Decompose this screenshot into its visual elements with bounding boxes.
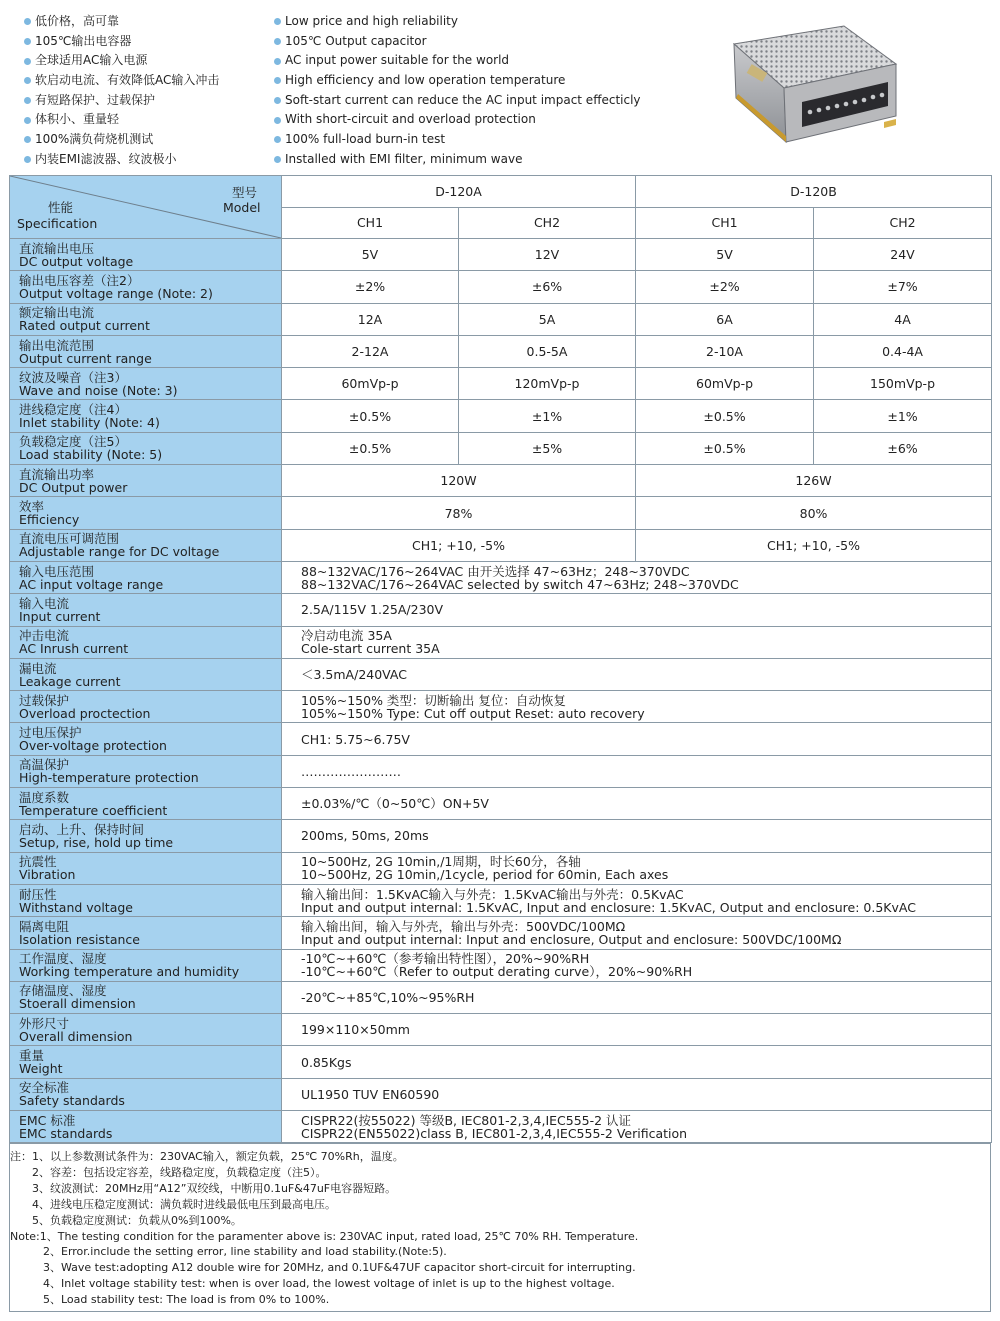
cell-line: 冷启动电流 35A bbox=[301, 628, 392, 644]
note-line: 5、Load stability test: The load is from 0% to 100%. bbox=[10, 1293, 330, 1307]
row-label bbox=[10, 723, 282, 755]
cell-line: Cole-start current 35A bbox=[301, 641, 440, 657]
row-label-cn: 效率 bbox=[19, 499, 45, 515]
table-row bbox=[10, 981, 992, 1013]
row-label-cn: 隔离电阻 bbox=[19, 918, 70, 934]
row-label-cn: 输出电流范围 bbox=[19, 337, 95, 353]
row-label bbox=[10, 1046, 282, 1078]
channel-header: CH1 bbox=[636, 207, 814, 239]
row-label bbox=[10, 1111, 282, 1143]
table-cell bbox=[282, 691, 992, 723]
features-cn-list bbox=[24, 12, 219, 170]
table-cell bbox=[282, 1111, 992, 1143]
table-cell: 150mVp-p bbox=[814, 368, 992, 400]
bullet-icon bbox=[274, 97, 281, 104]
cell-line: 0.85Kgs bbox=[301, 1054, 352, 1070]
bullet-icon bbox=[274, 38, 281, 45]
row-label bbox=[10, 239, 282, 271]
features-section bbox=[0, 0, 1000, 175]
feature-text: 软启动电流、有效降低AC输入冲击 bbox=[35, 73, 220, 88]
row-label-en: High-temperature protection bbox=[19, 770, 199, 786]
table-row bbox=[10, 788, 992, 820]
cell-line: 200ms, 50ms, 20ms bbox=[301, 828, 429, 844]
row-label bbox=[10, 981, 282, 1013]
table-cell: 12V bbox=[459, 239, 636, 271]
note-line: 注：1、以上参数测试条件为：230VAC输入，额定负载，25℃ 70%Rh，温度。 bbox=[10, 1150, 404, 1163]
table-cell: ±2% bbox=[636, 271, 814, 303]
cell-line: 105%~150% Type: Cut off output Reset: auto recovery bbox=[301, 705, 645, 721]
row-label-cn: 工作温度、湿度 bbox=[19, 951, 107, 967]
cell-line: 10~500Hz, 2G 10min,/1周期，时长60分，各轴 bbox=[301, 854, 581, 870]
row-label-cn: EMC 标准 bbox=[19, 1112, 76, 1128]
feature-text: 有短路保护、过载保护 bbox=[35, 92, 156, 107]
table-cell: 60mVp-p bbox=[636, 368, 814, 400]
feature-text: Soft-start current can reduce the AC input impact effecticly bbox=[285, 92, 641, 107]
table-cell: 6A bbox=[636, 303, 814, 335]
cell-line: Input and output internal: Input and enclosure, Output and enclosure: 500VDC/100MΩ bbox=[301, 931, 842, 947]
row-label bbox=[10, 691, 282, 723]
table-cell bbox=[282, 594, 992, 626]
row-label-cn: 外形尺寸 bbox=[19, 1015, 70, 1031]
bullet-icon bbox=[24, 58, 31, 65]
table-row bbox=[10, 432, 992, 464]
note-line: 2、Error.include the setting error, line stability and load stability.(Note:5). bbox=[10, 1245, 447, 1259]
row-label-en: AC input voltage range bbox=[19, 576, 164, 592]
table-cell: 0.4-4A bbox=[814, 335, 992, 367]
row-label bbox=[10, 400, 282, 432]
note-line: 4、Inlet voltage stability test: when is over load, the lowest voltage of inlet is up to the highest voltage. bbox=[10, 1277, 615, 1291]
table-row bbox=[10, 529, 992, 561]
feature-item bbox=[24, 91, 219, 111]
row-label bbox=[10, 465, 282, 497]
feature-item bbox=[24, 130, 219, 150]
table-cell: ±0.5% bbox=[636, 400, 814, 432]
table-cell: CH1; +10, -5% bbox=[282, 529, 636, 561]
row-label-en: AC Inrush current bbox=[19, 641, 129, 657]
cell-line: 88~132VAC/176~264VAC selected by switch 47~63Hz; 248~370VDC bbox=[301, 576, 739, 592]
row-label-cn: 高温保护 bbox=[19, 757, 70, 773]
feature-text: 内装EMI滤波器、纹波极小 bbox=[35, 151, 177, 166]
cell-line: 88~132VAC/176~264VAC 由开关选择 47~63Hz；248~370VDC bbox=[301, 563, 690, 579]
row-label-en: Input current bbox=[19, 608, 101, 624]
table-row bbox=[10, 368, 992, 400]
cell-line: 105%~150% 类型：切断输出 复位：自动恢复 bbox=[301, 692, 566, 708]
row-label bbox=[10, 917, 282, 949]
channel-header: CH2 bbox=[814, 207, 992, 239]
row-label-en: Leakage current bbox=[19, 673, 121, 689]
row-label-cn: 存储温度、湿度 bbox=[19, 983, 107, 999]
table-row bbox=[10, 400, 992, 432]
row-label bbox=[10, 368, 282, 400]
table-cell: 78% bbox=[282, 497, 636, 529]
table-row bbox=[10, 691, 992, 723]
table-cell bbox=[282, 884, 992, 916]
table-cell bbox=[282, 723, 992, 755]
table-row bbox=[10, 949, 992, 981]
cell-line: CH1: 5.75~6.75V bbox=[301, 731, 410, 747]
row-label-en: EMC standards bbox=[19, 1125, 113, 1141]
table-row bbox=[10, 755, 992, 787]
row-label-en: Isolation resistance bbox=[19, 931, 140, 947]
row-label-en: Stoerall dimension bbox=[19, 996, 136, 1012]
table-cell: 5V bbox=[282, 239, 459, 271]
row-label-en: DC output voltage bbox=[19, 253, 134, 269]
table-cell: 2-10A bbox=[636, 335, 814, 367]
model-cn-label: 型号 bbox=[232, 185, 258, 200]
cell-line: UL1950 TUV EN60590 bbox=[301, 1086, 440, 1102]
row-label bbox=[10, 1014, 282, 1046]
table-row bbox=[10, 1046, 992, 1078]
bullet-icon bbox=[274, 77, 281, 84]
feature-item bbox=[274, 71, 641, 91]
row-label-cn: 重量 bbox=[19, 1048, 45, 1064]
row-label bbox=[10, 755, 282, 787]
table-cell bbox=[282, 820, 992, 852]
cell-line: Input and output internal: 1.5KvAC, Input and enclosure: 1.5KvAC, Output and enclosure: 0.5KvAC bbox=[301, 899, 916, 915]
bullet-icon bbox=[24, 18, 31, 25]
table-cell: 120W bbox=[282, 465, 636, 497]
row-label-cn: 直流电压可调范围 bbox=[19, 531, 120, 547]
feature-text: 体积小、重量轻 bbox=[35, 112, 120, 127]
table-row bbox=[10, 335, 992, 367]
row-label-cn: 过载保护 bbox=[19, 692, 70, 708]
note-line: 2、容差：包括设定容差，线路稳定度，负载稳定度（注5）。 bbox=[10, 1165, 327, 1179]
cell-line: …………………… bbox=[301, 763, 401, 779]
row-label-cn: 启动、上升、保持时间 bbox=[19, 821, 145, 837]
spec-cn-label: 性能 bbox=[48, 200, 74, 215]
row-label-cn: 直流输出电压 bbox=[19, 240, 95, 256]
feature-text: 105℃输出电容器 bbox=[35, 33, 132, 48]
feature-item bbox=[24, 51, 219, 71]
cell-line: CISPR22(EN55022)class B, IEC801-2,3,4,IEC555-2 Verification bbox=[301, 1125, 688, 1141]
row-label-en: DC Output power bbox=[19, 479, 128, 495]
table-cell: 126W bbox=[636, 465, 992, 497]
table-cell bbox=[282, 981, 992, 1013]
feature-text: 全球适用AC输入电源 bbox=[35, 53, 148, 68]
table-row bbox=[10, 723, 992, 755]
cell-line: 输入输出间，输入与外壳，输出与外壳：500VDC/100MΩ bbox=[301, 918, 626, 934]
bullet-icon bbox=[24, 156, 31, 163]
table-cell: 5A bbox=[459, 303, 636, 335]
row-label-en: Setup, rise, hold up time bbox=[19, 834, 174, 850]
row-label bbox=[10, 529, 282, 561]
row-label-en: Weight bbox=[19, 1061, 63, 1077]
row-label-en: Vibration bbox=[19, 867, 76, 883]
table-row bbox=[10, 1078, 992, 1110]
feature-text: 100% full-load burn-in test bbox=[285, 132, 446, 147]
row-label-en: Inlet stability (Note: 4) bbox=[19, 415, 160, 431]
feature-text: 105℃ Output capacitor bbox=[285, 33, 427, 48]
table-cell: 80% bbox=[636, 497, 992, 529]
cell-line: 199×110×50mm bbox=[301, 1022, 410, 1038]
row-label bbox=[10, 303, 282, 335]
table-cell: 5V bbox=[636, 239, 814, 271]
row-label bbox=[10, 626, 282, 658]
row-label-en: Working temperature and humidity bbox=[19, 964, 240, 980]
row-label bbox=[10, 497, 282, 529]
row-label-en: Overload proctection bbox=[19, 705, 151, 721]
note-line: 5、负载稳定度测试：负载从0%到100%。 bbox=[10, 1213, 242, 1227]
feature-text: High efficiency and low operation temperature bbox=[285, 73, 566, 88]
table-cell: ±7% bbox=[814, 271, 992, 303]
row-label-cn: 温度系数 bbox=[19, 789, 70, 805]
features-en-list bbox=[274, 12, 641, 170]
row-label-en: Adjustable range for DC voltage bbox=[19, 544, 220, 560]
note-line: 3、Wave test:adopting A12 double wire for 20MHz, and 0.1UF&47UF capacitor short-circuit for interrupting. bbox=[10, 1261, 636, 1275]
table-row bbox=[10, 594, 992, 626]
row-label-en: Withstand voltage bbox=[19, 899, 133, 915]
row-label-en: Over-voltage protection bbox=[19, 738, 167, 754]
row-label-cn: 输入电压范围 bbox=[19, 563, 95, 579]
feature-text: 100%满负荷烧机测试 bbox=[35, 132, 154, 147]
table-cell: ±0.5% bbox=[282, 400, 459, 432]
cell-line: -10℃~+60℃（参考输出特性图），20%~90%RH bbox=[301, 951, 590, 967]
bullet-icon bbox=[24, 97, 31, 104]
table-row bbox=[10, 1111, 992, 1143]
row-label bbox=[10, 949, 282, 981]
table-cell: 120mVp-p bbox=[459, 368, 636, 400]
model-header-a: D-120A bbox=[282, 176, 636, 208]
row-label bbox=[10, 820, 282, 852]
feature-item bbox=[24, 32, 219, 52]
table-cell: 0.5-5A bbox=[459, 335, 636, 367]
feature-item bbox=[274, 51, 641, 71]
table-row bbox=[10, 561, 992, 593]
spec-table bbox=[9, 175, 992, 1143]
note-line: 3、纹波测试：20MHz用“A12”双绞线，中断用0.1uF&47uF电容器短路。 bbox=[10, 1181, 397, 1195]
bullet-icon bbox=[24, 117, 31, 124]
bullet-icon bbox=[274, 136, 281, 143]
row-label-cn: 输出电压容差（注2） bbox=[19, 272, 140, 288]
table-row bbox=[10, 465, 992, 497]
feature-item bbox=[274, 130, 641, 150]
channel-header: CH1 bbox=[282, 207, 459, 239]
table-cell bbox=[282, 626, 992, 658]
row-label-cn: 纹波及噪音（注3） bbox=[19, 369, 127, 385]
row-label bbox=[10, 561, 282, 593]
feature-text: Low price and high reliability bbox=[285, 14, 458, 28]
feature-item bbox=[24, 150, 219, 170]
feature-text: AC input power suitable for the world bbox=[285, 53, 510, 68]
row-label bbox=[10, 884, 282, 916]
row-label-en: Rated output current bbox=[19, 318, 150, 334]
note-line: 4、进线电压稳定度测试：满负载时进线最低电压到最高电压。 bbox=[10, 1197, 336, 1211]
note-line: Note:1、The testing condition for the paramenter above is: 230VAC input, rated load, 25℃ 70% RH. Temperature. bbox=[10, 1229, 639, 1243]
cell-line: ＜3.5mA/240VAC bbox=[301, 667, 407, 682]
cell-line: -10℃~+60℃（Refer to output derating curve），20%~90%RH bbox=[301, 964, 693, 980]
table-cell bbox=[282, 788, 992, 820]
feature-text: 低价格，高可靠 bbox=[35, 14, 120, 28]
cell-line: -20℃~+85℃,10%~95%RH bbox=[301, 989, 475, 1005]
table-cell: 4A bbox=[814, 303, 992, 335]
table-cell: 2-12A bbox=[282, 335, 459, 367]
table-cell: 24V bbox=[814, 239, 992, 271]
table-cell bbox=[282, 1078, 992, 1110]
feature-item bbox=[274, 32, 641, 52]
row-label-cn: 额定输出电流 bbox=[19, 305, 95, 321]
row-label-cn: 冲击电流 bbox=[19, 628, 70, 644]
row-label-cn: 漏电流 bbox=[19, 660, 57, 676]
header-corner-cell bbox=[10, 176, 282, 239]
table-row bbox=[10, 917, 992, 949]
row-label-en: Load stability (Note: 5) bbox=[19, 447, 163, 463]
bullet-icon bbox=[274, 117, 281, 124]
feature-item bbox=[274, 110, 641, 130]
model-en-label: Model bbox=[223, 200, 261, 215]
row-label-cn: 耐压性 bbox=[19, 886, 57, 902]
model-header-b: D-120B bbox=[636, 176, 992, 208]
feature-item bbox=[24, 71, 219, 91]
feature-text: Installed with EMI filter, minimum wave bbox=[285, 151, 523, 166]
row-label bbox=[10, 852, 282, 884]
bullet-icon bbox=[24, 136, 31, 143]
row-label-cn: 抗震性 bbox=[19, 854, 57, 870]
row-label bbox=[10, 594, 282, 626]
feature-item bbox=[274, 12, 641, 32]
table-cell bbox=[282, 561, 992, 593]
table-cell: ±1% bbox=[814, 400, 992, 432]
channel-header: CH2 bbox=[459, 207, 636, 239]
row-label bbox=[10, 1078, 282, 1110]
cell-line: 2.5A/115V 1.25A/230V bbox=[301, 602, 444, 618]
table-cell bbox=[282, 1046, 992, 1078]
feature-text: With short-circuit and overload protection bbox=[285, 112, 536, 127]
feature-item bbox=[274, 150, 641, 170]
row-label-cn: 安全标准 bbox=[19, 1080, 70, 1096]
row-label-cn: 输入电流 bbox=[19, 595, 70, 611]
notes-section bbox=[9, 1143, 991, 1312]
row-label bbox=[10, 335, 282, 367]
table-cell bbox=[282, 658, 992, 690]
row-label bbox=[10, 271, 282, 303]
bullet-icon bbox=[24, 77, 31, 84]
table-row bbox=[10, 658, 992, 690]
table-cell bbox=[282, 852, 992, 884]
row-label-en: Wave and noise (Note: 3) bbox=[19, 382, 178, 398]
table-row bbox=[10, 852, 992, 884]
table-cell: ±0.5% bbox=[282, 432, 459, 464]
table-cell bbox=[282, 755, 992, 787]
row-label bbox=[10, 432, 282, 464]
row-label bbox=[10, 658, 282, 690]
spec-en-label: Specification bbox=[17, 216, 98, 231]
table-row bbox=[10, 820, 992, 852]
power-supply-image bbox=[724, 24, 900, 152]
bullet-icon bbox=[274, 156, 281, 163]
table-cell: CH1; +10, -5% bbox=[636, 529, 992, 561]
feature-item bbox=[274, 91, 641, 111]
row-label-cn: 直流输出功率 bbox=[19, 466, 95, 482]
table-row bbox=[10, 239, 992, 271]
table-row bbox=[10, 884, 992, 916]
table-row bbox=[10, 271, 992, 303]
bullet-icon bbox=[274, 18, 281, 25]
cell-line: 10~500Hz, 2G 10min,/1cycle, period for 60min, Each axes bbox=[301, 867, 669, 883]
table-cell: ±5% bbox=[459, 432, 636, 464]
table-cell bbox=[282, 1014, 992, 1046]
bullet-icon bbox=[274, 58, 281, 65]
row-label-cn: 过电压保护 bbox=[19, 725, 82, 741]
cell-line: CISPR22(按55022) 等级B, IEC801-2,3,4,IEC555-2 认证 bbox=[301, 1112, 632, 1128]
feature-item bbox=[24, 110, 219, 130]
table-row bbox=[10, 1014, 992, 1046]
table-cell: ±6% bbox=[814, 432, 992, 464]
row-label-en: Safety standards bbox=[19, 1093, 125, 1109]
bullet-icon bbox=[24, 38, 31, 45]
feature-item bbox=[24, 12, 219, 32]
row-label bbox=[10, 788, 282, 820]
table-cell: ±2% bbox=[282, 271, 459, 303]
row-label-en: Efficiency bbox=[19, 512, 80, 528]
table-cell: ±0.5% bbox=[636, 432, 814, 464]
table-cell: 12A bbox=[282, 303, 459, 335]
row-label-en: Overall dimension bbox=[19, 1028, 133, 1044]
row-label-cn: 进线稳定度（注4） bbox=[19, 402, 127, 418]
table-row bbox=[10, 303, 992, 335]
row-label-en: Output current range bbox=[19, 350, 152, 366]
table-cell: 60mVp-p bbox=[282, 368, 459, 400]
table-cell bbox=[282, 917, 992, 949]
table-cell: ±6% bbox=[459, 271, 636, 303]
table-row bbox=[10, 626, 992, 658]
table-row bbox=[10, 497, 992, 529]
table-cell: ±1% bbox=[459, 400, 636, 432]
row-label-en: Temperature coefficient bbox=[19, 802, 168, 818]
table-cell bbox=[282, 949, 992, 981]
row-label-en: Output voltage range (Note: 2) bbox=[19, 285, 213, 301]
cell-line: 输入输出间：1.5KvAC输入与外壳：1.5KvAC输出与外壳：0.5KvAC bbox=[301, 886, 684, 902]
cell-line: ±0.03%/℃（0~50℃）ON+5V bbox=[301, 796, 489, 812]
row-label-cn: 负载稳定度（注5） bbox=[19, 434, 127, 450]
